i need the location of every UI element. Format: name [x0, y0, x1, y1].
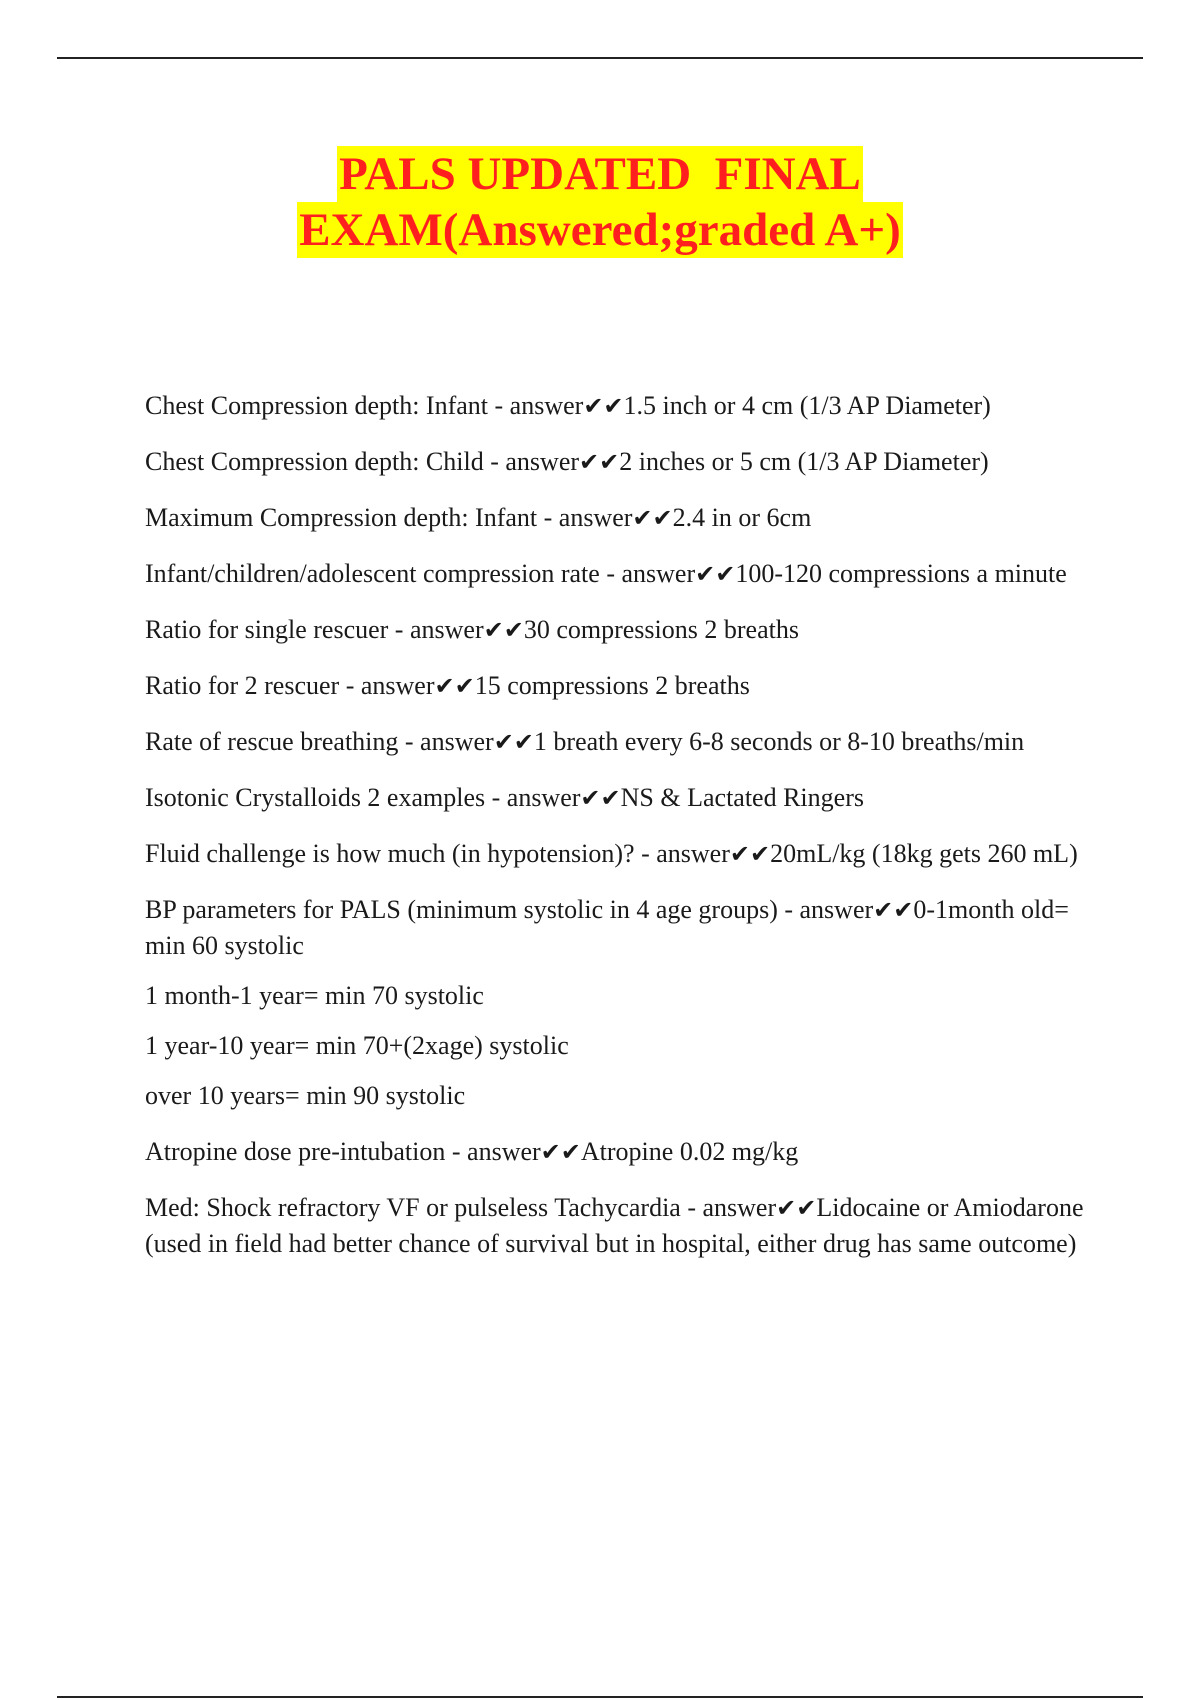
question-text: Med: Shock refractory VF or pulseless Tachycardia - answer: [145, 1193, 777, 1222]
qa-item-compression-infant: [145, 388, 1090, 424]
qa-item-two-rescuer: [145, 668, 1090, 704]
question-text: Ratio for single rescuer - answer: [145, 615, 484, 644]
check-icon: ✔✔: [579, 448, 620, 476]
qa-item-bp-parameters: [145, 892, 1090, 964]
check-icon: ✔✔: [483, 616, 524, 644]
bp-line: over 10 years= min 90 systolic: [145, 1081, 466, 1110]
question-text: BP parameters for PALS (minimum systolic in 4 age groups) - answer: [145, 895, 874, 924]
qa-item-compression-rate: [145, 556, 1090, 592]
question-text: Isotonic Crystalloids 2 examples - answer: [145, 783, 581, 812]
question-text: Ratio for 2 rescuer - answer: [145, 671, 435, 700]
answer-text: 100-120 compressions a minute: [735, 559, 1067, 588]
check-icon: ✔✔: [434, 672, 475, 700]
answer-text: 15 compressions 2 breaths: [474, 671, 750, 700]
document-title: [0, 146, 1200, 258]
answer-text: NS & Lactated Ringers: [620, 783, 864, 812]
answer-text: 0-1month old= min 60 systolic: [145, 895, 1069, 960]
qa-list: [145, 388, 1090, 1282]
check-icon: ✔✔: [580, 784, 621, 812]
answer-text: 2 inches or 5 cm (1/3 AP Diameter): [619, 447, 989, 476]
check-icon: ✔✔: [873, 896, 914, 924]
title-line-2: EXAM(Answered;graded A+): [299, 204, 901, 256]
top-divider: [57, 57, 1143, 59]
qa-item-rescue-breathing: [145, 724, 1090, 760]
title-line-1: PALS UPDATED FINAL: [339, 148, 861, 200]
qa-item-single-rescuer: [145, 612, 1090, 648]
answer-text: 1.5 inch or 4 cm (1/3 AP Diameter): [623, 391, 991, 420]
question-text: Rate of rescue breathing - answer: [145, 727, 494, 756]
check-icon: ✔✔: [695, 560, 736, 588]
check-icon: ✔✔: [729, 840, 771, 868]
question-text: Fluid challenge is how much (in hypotension)? - answer: [145, 839, 730, 868]
check-icon: ✔✔: [540, 1138, 581, 1166]
qa-item-shock-refractory: [145, 1190, 1090, 1262]
answer-text: 1 breath every 6-8 seconds or 8-10 breaths/min: [533, 727, 1025, 756]
answer-text: 20mL/kg (18kg gets 260 mL): [770, 839, 1078, 868]
bp-line: 1 year-10 year= min 70+(2xage) systolic: [145, 1031, 569, 1060]
answer-text: 2.4 in or 6cm: [672, 503, 812, 532]
answer-text: Atropine 0.02 mg/kg: [580, 1137, 799, 1166]
question-text: Maximum Compression depth: Infant - answer: [145, 503, 633, 532]
bottom-divider: [57, 1696, 1143, 1698]
qa-item-compression-child: [145, 444, 1090, 480]
answer-text: Lidocaine or Amiodarone (used in field had better chance of survival but in hospital, either drug has same outcome): [145, 1193, 1084, 1258]
qa-item-fluid-challenge: [145, 836, 1090, 872]
qa-item-atropine: [145, 1134, 1090, 1170]
check-icon: ✔✔: [632, 504, 673, 532]
qa-item-crystalloids: [145, 780, 1090, 816]
question-text: Chest Compression depth: Child - answer: [145, 447, 580, 476]
question-text: Atropine dose pre-intubation - answer: [145, 1137, 541, 1166]
question-text: Infant/children/adolescent compression rate - answer: [145, 559, 696, 588]
check-icon: ✔✔: [493, 728, 534, 756]
qa-item-max-depth-infant: [145, 500, 1090, 536]
check-icon: ✔✔: [776, 1194, 817, 1222]
bp-line: 1 month-1 year= min 70 systolic: [145, 981, 484, 1010]
answer-text: 30 compressions 2 breaths: [523, 615, 799, 644]
check-icon: ✔✔: [583, 392, 624, 420]
question-text: Chest Compression depth: Infant - answer: [145, 391, 584, 420]
